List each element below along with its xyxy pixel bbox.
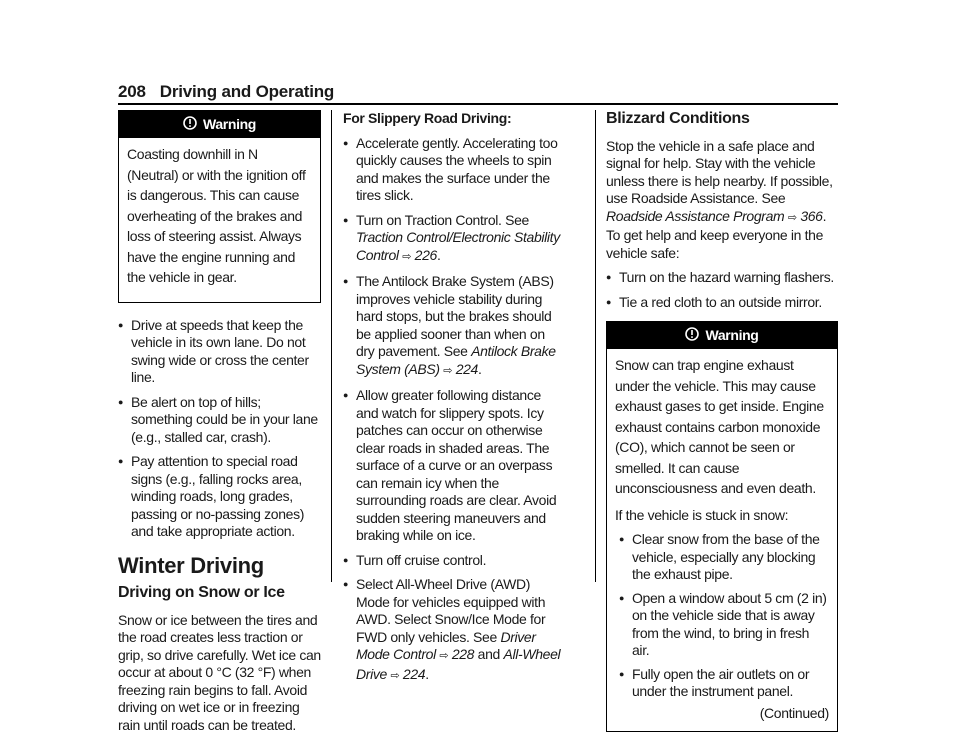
continued-label: (Continued) (615, 703, 829, 724)
list-item-text: Select All-Wheel Drive (AWD) Mode for vehicles equipped with AWD. Select Snow/Ice Mode for FWD only vehicles. See (356, 576, 545, 645)
section-heading: Winter Driving (118, 557, 321, 575)
bullet-list (619, 531, 829, 701)
page-ref-icon: ⇨ (402, 251, 411, 263)
list-item: ● Turn off cruise control. (343, 552, 561, 570)
cross-reference[interactable]: Driver Mode Control (356, 629, 536, 663)
list-item: ● Clear snow from the base of the vehicle, especially any blocking the exhaust pipe. (619, 531, 829, 584)
warning-title: Warning (705, 327, 758, 343)
section-title: Driving and Operating (160, 82, 334, 101)
list-item-text: Turn on Traction Control. See (356, 212, 529, 228)
warning-box (118, 110, 321, 303)
list-item: ● Pay attention to special road signs (e.g., falling rocks area, winding roads, long grades, passing or no-passing zones) and take appropriate action. (118, 453, 321, 541)
list-item: ● Drive at speeds that keep the vehicle in its own lane. Do not swing wide or cross the center line. (118, 317, 321, 387)
column-divider-2 (595, 110, 596, 582)
list-item: ● Be alert on top of hills; something could be in your lane (e.g., stalled car, crash). (118, 394, 321, 447)
list-item: ● Open a window about 5 cm (2 in) on the vehicle side that is away from the wind, to bring in fresh air. (619, 590, 829, 660)
list-item: ● Accelerate gently. Accelerating too quickly causes the wheels to spin and makes the surface under the tires slick. (343, 135, 561, 205)
list-item: ● Select All-Wheel Drive (AWD) Mode for vehicles equipped with AWD. Select Snow/Ice Mode for FWD only vehicles. See Driver Mode Control ⇨ 228 and All-Wheel Drive ⇨ 224. (343, 576, 561, 685)
page-ref-icon: ⇨ (788, 212, 797, 224)
page-header (118, 82, 334, 102)
bullet-list (118, 317, 321, 541)
page-ref[interactable]: 366 (800, 208, 822, 224)
warning-header (119, 110, 320, 138)
list-item: ● Tie a red cloth to an outside mirror. (606, 294, 838, 312)
warning-stuck-text: If the vehicle is stuck in snow: (615, 505, 829, 526)
warning-header (607, 321, 837, 349)
page-ref[interactable]: 228 (452, 646, 474, 662)
subsection-heading: For Slippery Road Driving: (343, 110, 561, 128)
header-rule (118, 103, 838, 105)
page-ref[interactable]: 224 (456, 361, 478, 377)
list-item-text: The Antilock Brake System (ABS) improves vehicle stability during hard stops, but the brakes should be applied sooner than when on dry pavement. See (356, 273, 554, 359)
warning-icon (685, 322, 699, 350)
subsection-heading: Driving on Snow or Ice (118, 584, 321, 602)
list-item: ● Fully open the air outlets on or under the instrument panel. (619, 666, 829, 701)
column-3 (606, 110, 838, 732)
warning-text: Coasting downhill in N (Neutral) or with the ignition off is dangerous. This can cause overheating of the brakes and loss of steering assist. Always have the engine running and the vehicle in gear. (127, 144, 312, 288)
warning-box (606, 321, 838, 732)
list-item: ● Turn on Traction Control. See Traction Control/Electronic Stability Control ⇨ 226. (343, 212, 561, 267)
cross-reference[interactable]: Traction Control/Electronic Stability Control (356, 229, 560, 263)
column-1 (118, 110, 321, 734)
page-ref-icon: ⇨ (439, 650, 448, 662)
paragraph-text: Stop the vehicle in a safe place and signal for help. Stay with the vehicle unless there is help nearby. If possible, use Roadside Assistance. See (606, 138, 833, 207)
warning-title: Warning (203, 116, 256, 132)
list-item: ● The Antilock Brake System (ABS) improves vehicle stability during hard stops, but the brakes should be applied sooner than when on dry pavement. See Antilock Brake System (ABS) ⇨ 224. (343, 273, 561, 380)
page-ref-icon: ⇨ (443, 365, 452, 377)
paragraph (606, 138, 838, 263)
list-item: ● Allow greater following distance and watch for slippery spots. Icy patches can occur on otherwise clear roads in shaded areas. The surface of a curve or an overpass can remain icy when the surrounding roads are clear. Avoid sudden steering maneuvers and braking while on ice. (343, 387, 561, 545)
paragraph-tail: . To get help and keep everyone in the vehicle safe: (606, 208, 826, 261)
cross-reference[interactable]: All-Wheel Drive (356, 646, 560, 682)
section-heading: Blizzard Conditions (606, 110, 838, 128)
page-ref-icon: ⇨ (390, 670, 399, 682)
column-divider-1 (331, 110, 332, 582)
page-ref[interactable]: 226 (415, 247, 437, 263)
cross-reference[interactable]: Roadside Assistance Program (606, 208, 784, 224)
warning-icon (183, 111, 197, 139)
list-item: ● Turn on the hazard warning flashers. (606, 269, 838, 287)
bullet-list (606, 269, 838, 311)
column-2 (343, 110, 561, 692)
page-number: 208 (118, 82, 146, 101)
warning-text: Snow can trap engine exhaust under the vehicle. This may cause exhaust gases to get inside. Engine exhaust contains carbon monoxide (CO), which cannot be seen or smelled. It can cause unconsciousness and even death. (615, 355, 829, 499)
conjunction: and (474, 646, 503, 662)
page-ref[interactable]: 224 (403, 666, 425, 682)
bullet-list (343, 135, 561, 686)
cross-reference[interactable]: Antilock Brake System (ABS) (356, 343, 556, 377)
paragraph: Snow or ice between the tires and the road creates less traction or grip, so drive carefully. Wet ice can occur at about 0 °C (32 °F) when freezing rain begins to fall. Avoid driving on wet ice or in freezing rain until roads can be treated. (118, 612, 321, 734)
